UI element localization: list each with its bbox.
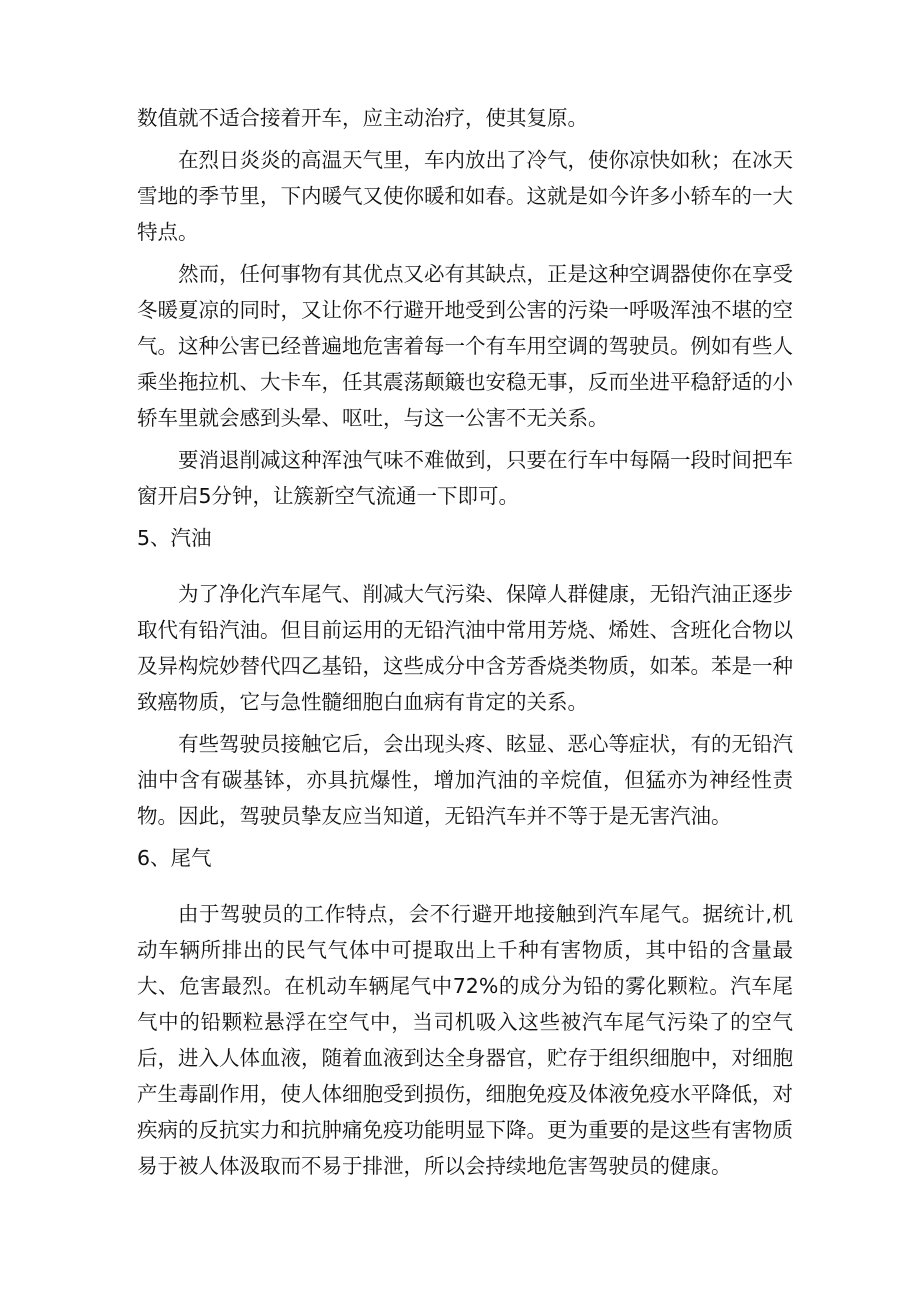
paragraph-exhaust-effects: 由于驾驶员的工作特点，会不行避开地接触到汽车尾气。据统计,机动车辆所排出的民气气体中可提取出上千种有害物质，其中铅的含量最大、危害最烈。在机动车辆尾气中72%的成分为铅的雾化颗粒。汽车尾气中的铅颗粒悬浮在空气中，当司机吸入这些被汽车尾气污染了的空气后，进入人体血液，随着血液到达全身器官，贮存于组织细胞中，对细胞产生毒副作用，使人体细胞受到损伤，细胞免疫及体液免疫水平降低，对疾病的反抗实力和抗肿痛免疫功能明显下降。更为重要的是这些有害物质易于被人体汲取而不易于排泄，所以会持续地危害驾驶员的健康。: [137, 902, 793, 1178]
paragraph-air-pollution: 然而，任何事物有其优点又必有其缺点，正是这种空调器使你在享受冬暖夏凉的同时，又让你不行避开地受到公害的污染一呼吸浑浊不堪的空气。这种公害已经普遍地危害着每一个有车用空调的驾驶员。例如有些人乘坐拖拉机、大卡车，任其震荡颠簸也安稳无事，反而坐进平稳舒适的小轿车里就会感到头晕、呕吐，与这一公害不无关系。: [137, 262, 793, 430]
paragraph-continuation: 数值就不适合接着开车，应主动治疗，使其复原。: [137, 106, 588, 130]
paragraph-unleaded-gasoline: 为了净化汽车尾气、削减大气污染、保障人群健康，无铅汽油正逐步取代有铅汽油。但目前运用的无铅汽油中常用芳烧、烯姓、含班化合物以及异构烷妙替代四乙基铅，这些成分中含芳香烧类物质，如苯。苯是一种致癌物质，它与急性髓细胞白血病有肯定的关系。: [137, 582, 793, 714]
section-heading-gasoline: 5、汽油: [137, 526, 212, 550]
paragraph-gasoline-symptoms: 有些驾驶员接触它后，会出现头疼、眩显、恶心等症状，有的无铅汽油中含有碳基钵，亦具抗爆性，增加汽油的辛烷值，但猛亦为神经性责物。因此，驾驶员挚友应当知道，无铅汽车并不等于是无害汽油。: [137, 732, 793, 828]
paragraph-air-conditioning: 在烈日炎炎的高温天气里，车内放出了冷气，使你凉快如秋；在冰天雪地的季节里，下内暖气又使你暖和如春。这就是如今许多小轿车的一大特点。: [137, 148, 793, 244]
section-heading-exhaust: 6、尾气: [137, 846, 212, 870]
document-page: [137, 100, 793, 1190]
paragraph-ventilation-tip: 要消退削减这种浑浊气味不难做到，只要在行车中每隔一段时间把车窗开启5分钟，让簇新空气流通一下即可。: [137, 448, 793, 508]
